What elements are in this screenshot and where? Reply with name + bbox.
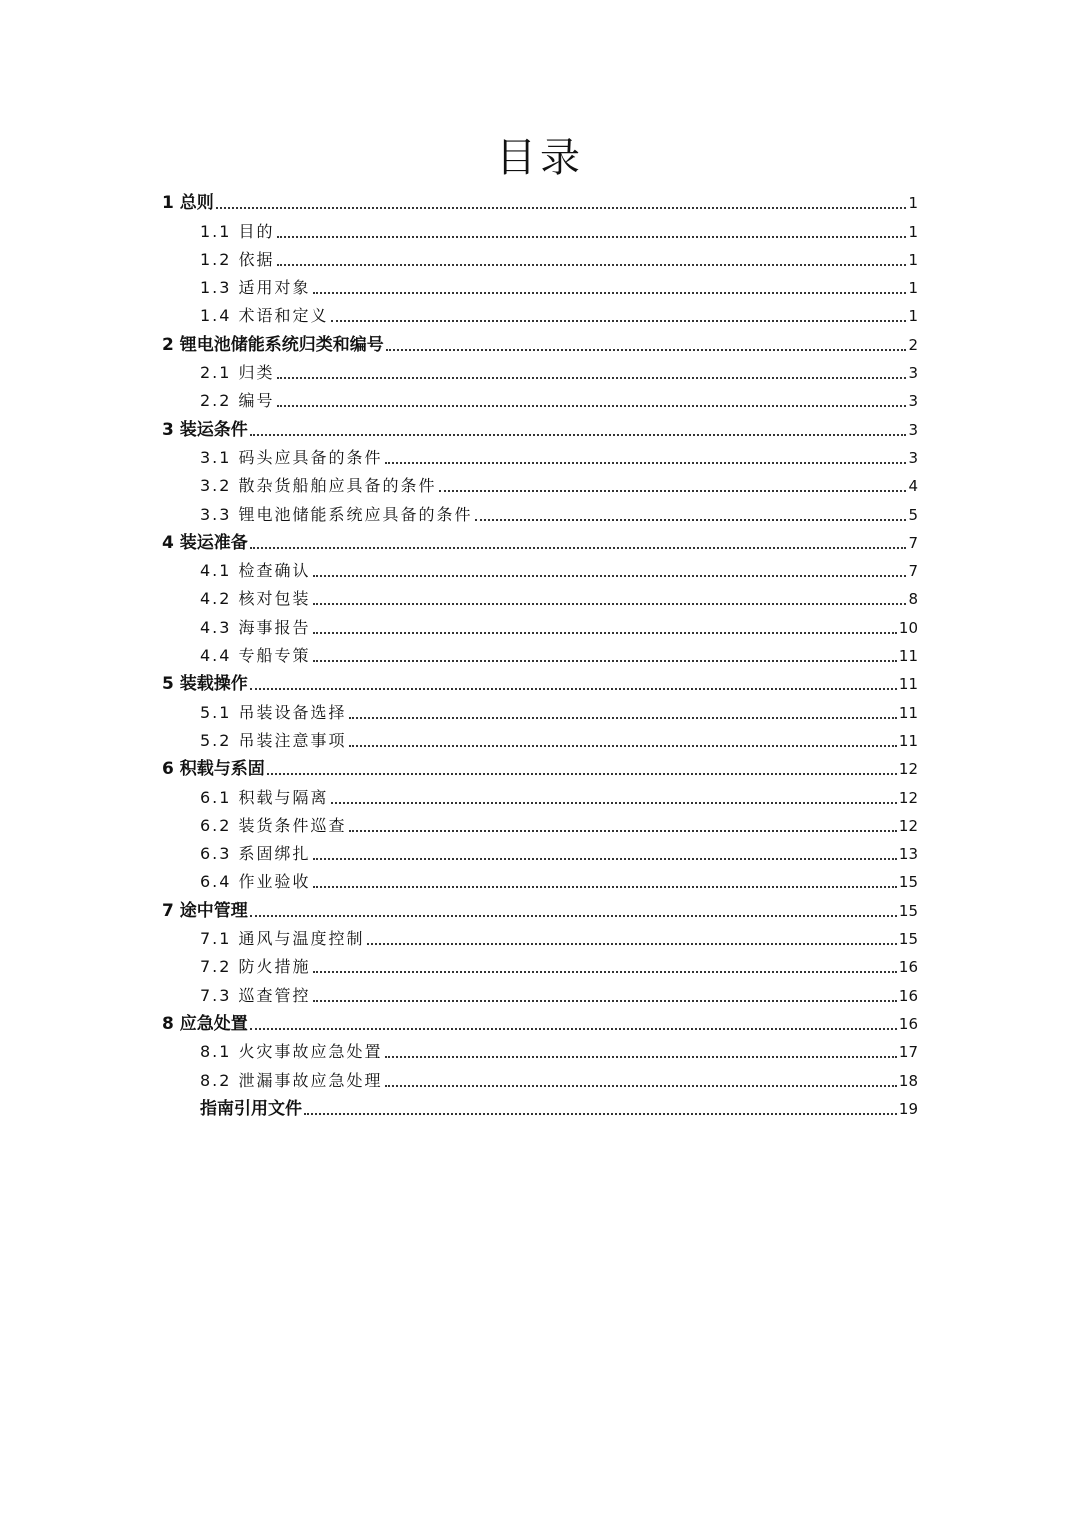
toc-chapter-entry[interactable] — [162, 754, 918, 782]
toc-page-number: 11 — [898, 675, 918, 694]
toc-page-number: 16 — [898, 958, 918, 977]
toc-page-number: 12 — [898, 760, 918, 779]
toc-entry-label: 4.2 核对包装 — [200, 589, 311, 609]
table-of-contents — [162, 188, 918, 1122]
toc-page-number: 7 — [908, 562, 918, 581]
toc-chapter-entry[interactable] — [162, 528, 918, 556]
dot-leader — [331, 319, 907, 322]
dot-leader — [313, 602, 907, 605]
toc-page-number: 7 — [908, 533, 918, 552]
dot-leader — [349, 829, 897, 832]
toc-page-number: 1 — [908, 307, 918, 326]
toc-page-number: 3 — [908, 420, 918, 439]
dot-leader — [313, 631, 897, 634]
toc-entry-label: 1.4 术语和定义 — [200, 306, 329, 326]
toc-entry-label: 7.1 通风与温度控制 — [200, 929, 365, 949]
toc-entry-label: 2 锂电池储能系统归类和编号 — [162, 334, 384, 355]
toc-entry-label: 1.2 依据 — [200, 249, 275, 269]
toc-chapter-entry[interactable] — [162, 188, 918, 216]
toc-section-entry[interactable] — [162, 839, 918, 867]
toc-page-number: 1 — [908, 279, 918, 298]
dot-leader — [250, 914, 897, 917]
dot-leader — [313, 574, 907, 577]
dot-leader — [250, 433, 907, 436]
dot-leader — [349, 716, 897, 719]
toc-entry-label: 6.2 装货条件巡查 — [200, 815, 347, 835]
dot-leader — [385, 1084, 897, 1087]
toc-chapter-entry[interactable] — [162, 414, 918, 442]
toc-entry-label: 1 总则 — [162, 193, 214, 214]
toc-section-entry[interactable] — [162, 216, 918, 244]
toc-section-entry[interactable] — [162, 980, 918, 1008]
toc-chapter-entry[interactable] — [162, 1009, 918, 1037]
toc-entry-label: 8 应急处置 — [162, 1013, 248, 1034]
toc-entry-label: 6.4 作业验收 — [200, 872, 311, 892]
dot-leader — [367, 942, 897, 945]
toc-section-entry[interactable] — [162, 499, 918, 527]
dot-leader — [386, 348, 907, 351]
toc-page-number: 15 — [898, 930, 918, 949]
toc-entry-label: 4 装运准备 — [162, 532, 248, 553]
toc-entry-label: 5.2 吊装注意事项 — [200, 730, 347, 750]
toc-entry-label: 7 途中管理 — [162, 900, 248, 921]
toc-entry-label: 4.1 检查确认 — [200, 561, 311, 581]
toc-section-entry[interactable] — [162, 641, 918, 669]
toc-page-number: 1 — [908, 250, 918, 269]
dot-leader — [277, 263, 907, 266]
dot-leader — [385, 1055, 897, 1058]
toc-entry-label: 3.1 码头应具备的条件 — [200, 447, 383, 467]
toc-page-number: 8 — [908, 590, 918, 609]
toc-page-number: 4 — [908, 477, 918, 496]
toc-entry-label: 8.2 泄漏事故应急处理 — [200, 1070, 383, 1090]
toc-section-entry[interactable] — [162, 273, 918, 301]
toc-section-entry[interactable] — [162, 782, 918, 810]
dot-leader — [313, 970, 897, 973]
toc-page-number: 3 — [908, 448, 918, 467]
toc-section-entry[interactable] — [162, 471, 918, 499]
toc-section-entry[interactable] — [162, 952, 918, 980]
toc-page-number: 18 — [898, 1071, 918, 1090]
toc-entry-label: 指南引用文件 — [200, 1098, 302, 1119]
dot-leader — [313, 659, 897, 662]
dot-leader — [313, 857, 897, 860]
toc-chapter-entry[interactable] — [162, 895, 918, 923]
toc-entry-label: 5 装载操作 — [162, 674, 248, 695]
toc-section-entry[interactable] — [162, 358, 918, 386]
toc-section-entry[interactable] — [162, 386, 918, 414]
dot-leader — [349, 744, 897, 747]
toc-entry-label: 2.1 归类 — [200, 363, 275, 383]
toc-page-number: 17 — [898, 1043, 918, 1062]
toc-section-entry[interactable] — [162, 245, 918, 273]
toc-section-entry[interactable] — [162, 867, 918, 895]
toc-entry-label: 1.1 目的 — [200, 221, 275, 241]
dot-leader — [277, 404, 907, 407]
toc-page-number: 3 — [908, 392, 918, 411]
toc-entry-label: 3 装运条件 — [162, 419, 248, 440]
toc-page-number: 15 — [898, 873, 918, 892]
toc-section-entry[interactable] — [162, 556, 918, 584]
dot-leader — [385, 461, 907, 464]
toc-section-entry[interactable] — [162, 584, 918, 612]
toc-section-entry[interactable] — [162, 726, 918, 754]
dot-leader — [277, 376, 907, 379]
toc-page-number: 1 — [908, 194, 918, 213]
dot-leader — [313, 885, 897, 888]
toc-page-number: 10 — [898, 618, 918, 637]
toc-page-number: 2 — [908, 335, 918, 354]
toc-entry-label: 8.1 火灾事故应急处置 — [200, 1042, 383, 1062]
toc-section-entry[interactable] — [162, 1094, 918, 1122]
toc-page-number: 1 — [908, 222, 918, 241]
toc-chapter-entry[interactable] — [162, 329, 918, 357]
toc-entry-label: 6 积载与系固 — [162, 759, 265, 780]
toc-page-number: 12 — [898, 788, 918, 807]
toc-entry-label: 3.3 锂电池储能系统应具备的条件 — [200, 504, 473, 524]
toc-page-number: 11 — [898, 731, 918, 750]
toc-page-number: 19 — [898, 1099, 918, 1118]
toc-section-entry[interactable] — [162, 1037, 918, 1065]
page-title: 目录 — [496, 135, 584, 181]
toc-page-number: 11 — [898, 647, 918, 666]
toc-entry-label: 7.3 巡查管控 — [200, 985, 311, 1005]
toc-page-number: 3 — [908, 364, 918, 383]
toc-page-number: 16 — [898, 1014, 918, 1033]
toc-entry-label: 3.2 散杂货船舶应具备的条件 — [200, 476, 437, 496]
toc-page-number: 12 — [898, 816, 918, 835]
toc-entry-label: 1.3 适用对象 — [200, 278, 311, 298]
dot-leader — [304, 1112, 897, 1115]
toc-entry-label: 4.4 专船专策 — [200, 646, 311, 666]
dot-leader — [313, 999, 897, 1002]
toc-page-number: 16 — [898, 986, 918, 1005]
toc-page-number: 13 — [898, 845, 918, 864]
toc-entry-label: 7.2 防火措施 — [200, 957, 311, 977]
dot-leader — [439, 489, 907, 492]
dot-leader — [331, 801, 897, 804]
dot-leader — [313, 291, 907, 294]
toc-section-entry[interactable] — [162, 924, 918, 952]
toc-section-entry[interactable] — [162, 697, 918, 725]
dot-leader — [250, 1027, 897, 1030]
dot-leader — [216, 206, 907, 209]
toc-entry-label: 4.3 海事报告 — [200, 617, 311, 637]
toc-entry-label: 6.3 系固绑扎 — [200, 844, 311, 864]
toc-section-entry[interactable] — [162, 811, 918, 839]
dot-leader — [250, 546, 907, 549]
toc-section-entry[interactable] — [162, 612, 918, 640]
toc-entry-label: 2.2 编号 — [200, 391, 275, 411]
toc-section-entry[interactable] — [162, 443, 918, 471]
toc-page-number: 5 — [908, 505, 918, 524]
toc-section-entry[interactable] — [162, 1065, 918, 1093]
toc-page-number: 15 — [898, 901, 918, 920]
dot-leader — [277, 235, 907, 238]
toc-entry-label: 6.1 积载与隔离 — [200, 787, 329, 807]
toc-entry-label: 5.1 吊装设备选择 — [200, 702, 347, 722]
toc-section-entry[interactable] — [162, 301, 918, 329]
dot-leader — [250, 687, 897, 690]
dot-leader — [475, 518, 907, 521]
toc-page-number: 11 — [898, 703, 918, 722]
dot-leader — [267, 772, 897, 775]
toc-chapter-entry[interactable] — [162, 669, 918, 697]
